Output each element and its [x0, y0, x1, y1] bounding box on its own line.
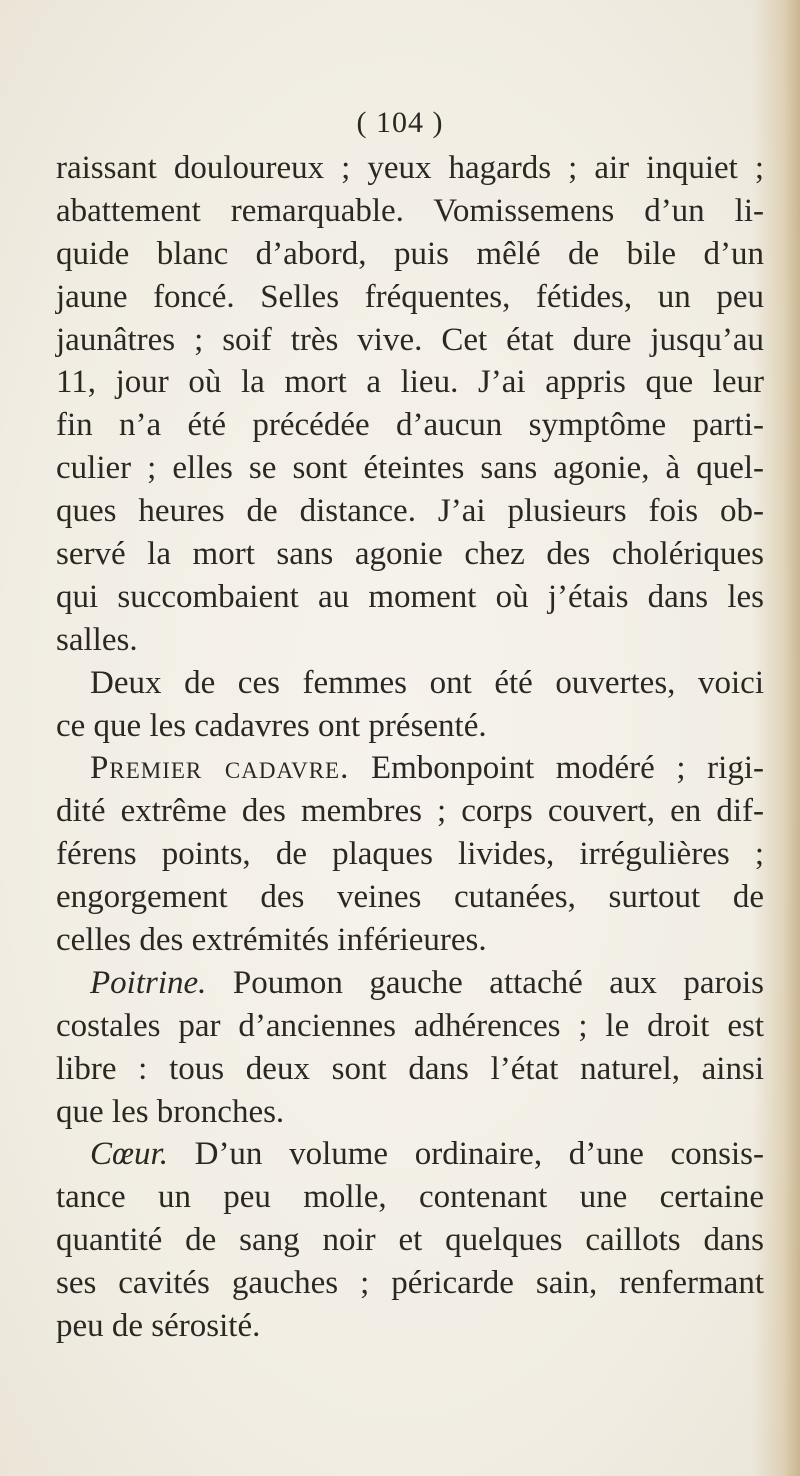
text-line	[56, 619, 764, 662]
text-line	[56, 1005, 764, 1048]
text-line	[56, 919, 764, 962]
line-text: Poumon gauche attaché aux parois	[206, 964, 764, 1001]
text-line	[56, 705, 764, 748]
line-text: jaunâtres ; soif très vive. Cet état dure jusqu’au	[56, 321, 764, 358]
text-line	[56, 662, 764, 705]
line-text: celles des extrémités inférieures.	[56, 922, 487, 959]
text-line	[56, 276, 764, 319]
text-line	[56, 190, 764, 233]
line-text: costales par d’anciennes adhérences ; le droit est	[56, 1007, 764, 1044]
line-text: raissant douloureux ; yeux hagards ; air inquiet ;	[56, 150, 764, 186]
line-text: Deux de ces femmes ont été ouvertes, voici	[90, 664, 764, 701]
line-text: culier ; elles se sont éteintes sans agonie, à quel-	[56, 450, 764, 487]
text-line	[56, 1133, 764, 1176]
text-line	[56, 1048, 764, 1091]
line-text: salles.	[56, 621, 138, 658]
line-text: 11, jour où la mort a lieu. J’ai appris que leur	[56, 364, 764, 401]
subsection-heading: Poitrine.	[90, 964, 207, 1001]
line-text: peu de sérosité.	[56, 1308, 261, 1345]
line-text: ses cavités gauches ; péricarde sain, renfermant	[56, 1265, 764, 1302]
line-text: abattement remarquable. Vomissemens d’un li-	[56, 192, 764, 229]
line-text: ques heures de distance. J’ai plusieurs fois ob-	[56, 493, 764, 530]
text-line	[56, 147, 764, 190]
line-text: que les bronches.	[56, 1093, 285, 1130]
text-line	[56, 1262, 764, 1305]
text-line	[56, 404, 764, 447]
line-text: qui succombaient au moment où j’étais dans les	[56, 578, 764, 615]
body-text	[56, 147, 764, 1348]
text-line	[56, 1176, 764, 1219]
text-line	[56, 576, 764, 619]
line-text: D’un volume ordinaire, d’une consis-	[167, 1136, 764, 1173]
line-text: dité extrême des membres ; corps couvert, en dif-	[56, 793, 764, 830]
text-line	[56, 319, 764, 362]
line-text: férens points, de plaques livides, irrégulières ;	[56, 836, 764, 873]
text-line	[56, 747, 764, 790]
text-line	[56, 447, 764, 490]
line-text: jaune foncé. Selles fréquentes, fétides, un peu	[56, 278, 764, 315]
text-line	[56, 1305, 764, 1348]
line-text: ce que les cadavres ont présenté.	[56, 707, 487, 744]
subsection-heading: Cœur.	[90, 1136, 168, 1173]
line-text: servé la mort sans agonie chez des cholériques	[56, 536, 764, 573]
line-text: fin n’a été précédée d’aucun symptôme parti-	[56, 407, 764, 444]
line-text: quantité de sang noir et quelques caillots dans	[56, 1222, 764, 1259]
text-line	[56, 1219, 764, 1262]
page-number: ( 104 )	[356, 106, 444, 139]
line-text: tance un peu molle, contenant une certaine	[56, 1179, 764, 1216]
text-line	[56, 361, 764, 404]
section-heading: Premier cadavre.	[90, 750, 350, 787]
text-line	[56, 876, 764, 919]
line-text: quide blanc d’abord, puis mêlé de bile d’un	[56, 235, 764, 272]
text-line	[56, 962, 764, 1005]
line-text: libre : tous deux sont dans l’état naturel, ainsi	[56, 1050, 764, 1087]
line-text: Embonpoint modéré ; rigi-	[349, 750, 764, 787]
text-line	[56, 1091, 764, 1134]
text-line	[56, 490, 764, 533]
line-text: engorgement des veines cutanées, surtout de	[56, 879, 764, 916]
text-line	[56, 533, 764, 576]
text-line	[56, 790, 764, 833]
text-line	[56, 233, 764, 276]
text-line	[56, 833, 764, 876]
